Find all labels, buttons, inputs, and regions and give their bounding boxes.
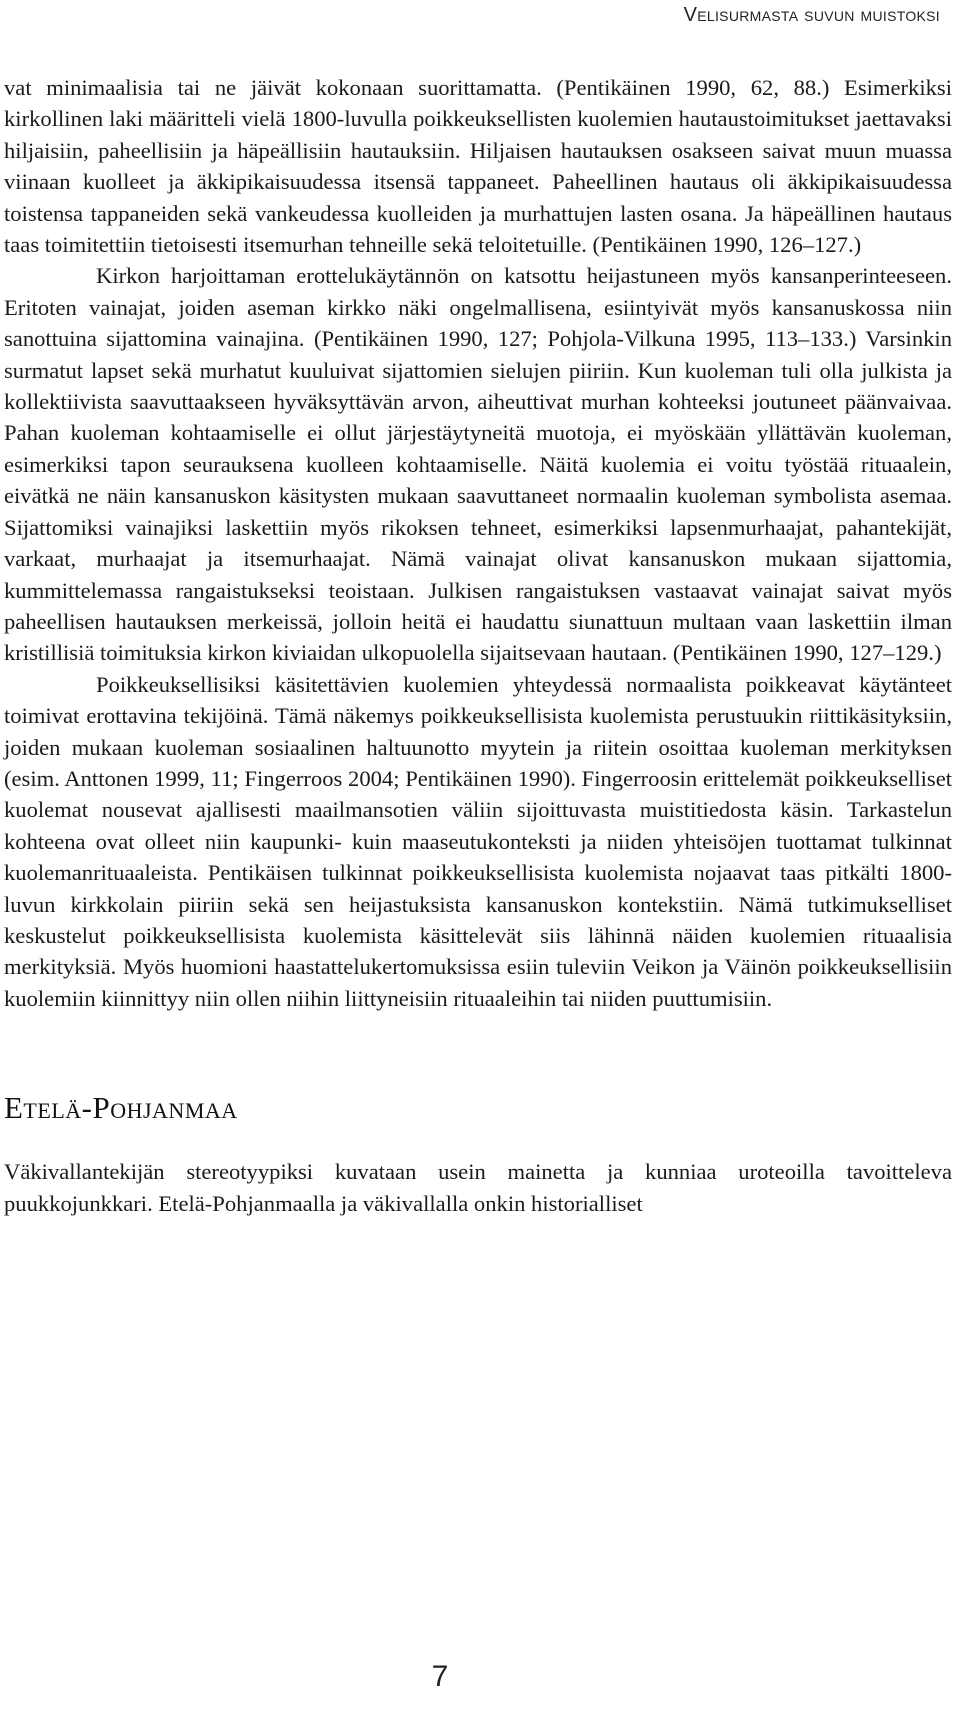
paragraph-continued: vat minimaalisia tai ne jäivät kokonaan suorittamatta. (Pentikäinen 1990, 62, 88.) Esimerkiksi kirkollinen laki määritteli vielä 1800-luvulla poikkeuksellisten kuolemien hautaustoimitukset jaettavaksi hiljaisiin, paheellisiin ja häpeällisiin hautauksiin. Hiljaisen hautauksen osakseen saivat muun muassa viinaan kuolleet ja äkkipikaisuudessa itsensä tappaneet. Paheellinen hautaus oli äkkipikaisuudessa toistensa tappaneiden sekä vankeudessa kuolleiden ja murhattujen lasten osana. Ja häpeällinen hautaus taas toimitettiin tietoisesti itsemurhan tehneille sekä teloitetuille. (Pentikäinen 1990, 126–127.) [4, 75, 952, 258]
paragraph-section-intro: Väkivallantekijän stereotyypiksi kuvataan usein mainetta ja kunniaa uroteoilla tavoitteleva puukkojunkkari. Etelä-Pohjanmaalla ja väkivallalla onkin historialliset [4, 1159, 952, 1216]
page-number: 7 [431, 1660, 449, 1693]
paragraph-sijattomat: Kirkon harjoittaman erottelukäytännön on katsottu heijastuneen myös kansanperinteeseen. Eritoten vainajat, joiden aseman kirkko näki ongelmallisena, esiintyivät myös kansanuskossa niin sanottuina sijattomina vainajina. (Pentikäinen 1990, 127; Pohjola-Vilkuna 1995, 113–133.) Varsinkin surmatut lapset sekä murhatut kuuluivat sijattomien sielujen piiriin. Kun kuoleman tuli olla julkista ja kollektiivista saavuttaakseen hyväksyttävän arvon, aiheuttivat murhan kohteeksi joutuneet päänvaivaa. Pahan kuoleman kohtaamiselle ei ollut järjestäytyneitä muotoja, ei myöskään yllättävän kuoleman, esimerkiksi tapon seurauksena kuolleen kohtaamiselle. Näitä kuolemia ei voitu työstää rituaalein, eivätkä ne näin kansanuskon käsitysten mukaan saavuttaneet normaalin kuoleman symbolista asemaa. Sijattomiksi vainajiksi laskettiin myös rikoksen tehneet, esimerkiksi lapsenmurhaajat, pahantekijät, varkaat, murhaajat ja itsemurhaajat. Nämä vainajat olivat kansanuskon mukaan sijattomia, kummittelemassa rangaistukseksi teoistaan. Julkisen rangaistuksen vastaavat vainajat saivat myös paheellisen hautauksen merkeissä, jolloin heitä ei haudattu siunattuun multaan vaan laskettiin ilman kristillisiä toimituksia kirkon kiviaidan ulkopuolella sijaitsevaan hautaan. (Pentikäinen 1990, 127–129.) [4, 263, 952, 666]
page-body [4, 72, 952, 1219]
section-heading: Etelä-Pohjanmaa [4, 1090, 238, 1126]
running-head: Velisurmasta suvun muistoksi [683, 4, 940, 26]
paragraph-poikkeukselliset: Poikkeuksellisiksi käsitettävien kuolemien yhteydessä normaalista poikkeavat käytänteet toimivat erottavina tekijöinä. Tämä näkemys poikkeuksellisista kuolemista perustuukin riittikäsityksiin, joiden mukaan kuoleman sosiaalinen haltuunotto myytein ja riitein osoittaa kuoleman merkityksen (esim. Anttonen 1999, 11; Fingerroos 2004; Pentikäinen 1990). Fingerroosin erittelemät poikkeukselliset kuolemat nousevat ajallisesti maailmansotien väliin sijoittuvasta muistitiedosta käsin. Tarkastelun kohteena ovat olleet niin kaupunki- kuin maaseutukonteksti ja niiden yhteisöjen tuottamat tulkinnat kuolemanrituaaleista. Pentikäisen tulkinnat poikkeuksellisista kuolemista nojaavat taas pitkälti 1800-luvun kirkkolain piiriin sekä sen heijastuksista kansanuskon kontekstiin. Nämä tutkimukselliset keskustelut poikkeuksellisista kuolemista käsittelevät siis lähinnä näiden kuolemien rituaalisia merkityksiä. Myös huomioni haastattelukertomuksissa esiin tuleviin Veikon ja Väinön poikkeuksellisiin kuolemiin kiinnittyy niin ollen niihin liittyneisiin rituaaleihin tai niiden puuttumisiin. [4, 671, 952, 1011]
